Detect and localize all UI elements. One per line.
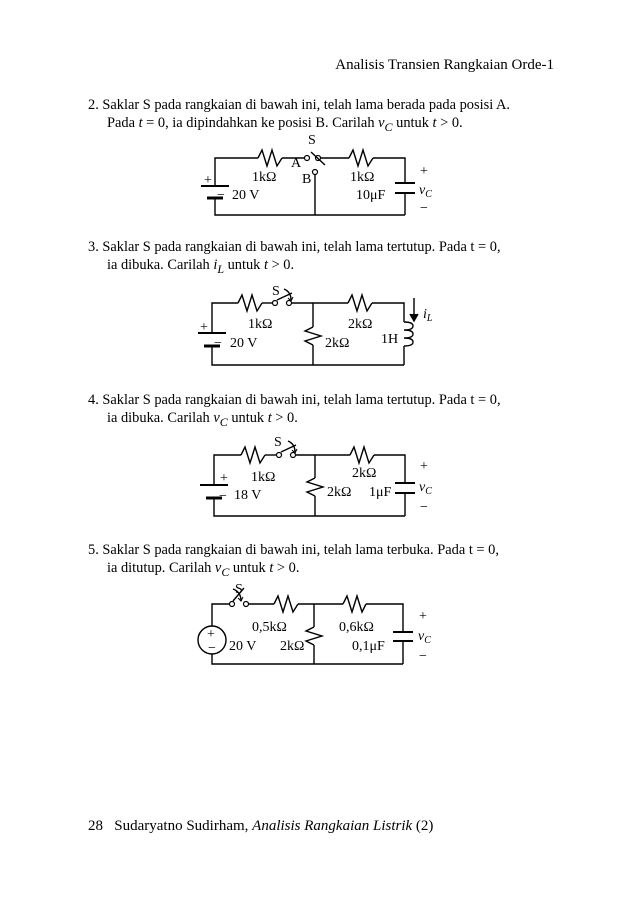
problem-5-line2: ia ditutup. Carilah $v_C$ untuk t > 0. [107,560,300,579]
problem-3-line2: ia dibuka. Carilah $i_L$ untuk t > 0. [107,257,295,276]
battery-plus: + [204,173,212,188]
vc-plus: + [420,164,428,179]
problem-4-line1: 4. Saklar S pada rangkaian di bawah ini, telah lama tertutup. Pada t = 0, [88,392,501,408]
switch-label: S [235,582,243,597]
battery-minus: − [214,336,222,351]
problem-2-line2: Pada t = 0, ia dipindahkan ke posisi B. Carilah $v_C$ untuk t > 0. [107,115,463,134]
page-footer [88,818,433,835]
battery-plus: + [200,320,208,335]
r2-label: 2kΩ [348,317,373,332]
source-label: 20 V [232,188,260,203]
source-label: 20 V [230,336,258,351]
vc-plus: + [420,459,428,474]
r3-label: 2kΩ [325,336,350,351]
r1-label: 0,5kΩ [252,620,287,635]
battery-minus: − [219,489,227,504]
resistor-06k [343,596,366,612]
inductor-label: 1H [381,332,399,347]
r2-label: 1kΩ [350,170,375,185]
vc-label: $v_C$ [419,183,432,200]
r1-label: 1kΩ [248,317,273,332]
switch-label: S [308,133,316,148]
battery-plus: + [220,471,228,486]
switch-label: S [274,435,282,450]
source-minus: − [208,641,216,656]
cap-label: 1μF [369,485,392,500]
vc-label: $v_C$ [418,629,431,646]
page-number: 28 [88,818,103,834]
r2-label: 2kΩ [280,639,305,654]
footer-book-title: Analisis Rangkaian Listrik [252,818,413,834]
r2-label: 2kΩ [352,466,377,481]
footer-volume: (2) [412,818,434,834]
vc-plus: + [419,609,427,624]
source-plus: + [207,627,215,642]
problem-5-line1: 5. Saklar S pada rangkaian di bawah ini, telah lama terbuka. Pada t = 0, [88,542,499,558]
switch-pos-a: A [291,156,302,171]
cap-label: 10μF [356,188,386,203]
problem-4-line2: ia dibuka. Carilah $v_C$ untuk t > 0. [107,410,298,429]
resistor-05k [274,596,298,612]
vc-minus: − [420,500,428,515]
vc-minus: − [420,201,428,216]
r1-label: 1kΩ [252,170,277,185]
r3-label: 0,6kΩ [339,620,374,635]
running-header: Analisis Transien Rangkaian Orde-1 [335,57,554,73]
r3-label: 2kΩ [327,485,352,500]
cap-label: 0,1μF [352,639,385,654]
battery-minus: − [217,188,225,203]
capacitor-01uf [393,632,413,641]
vc-minus: − [419,649,427,664]
switch-label: S [272,284,280,299]
il-label: $i_L$ [423,307,433,324]
problem-2-line1: 2. Saklar S pada rangkaian di bawah ini, telah lama berada pada posisi A. [88,97,510,113]
source-label: 18 V [234,488,262,503]
vc-label: $v_C$ [419,480,432,497]
footer-author: Sudaryatno Sudirham, [114,818,253,834]
problem-3-line1: 3. Saklar S pada rangkaian di bawah ini, telah lama tertutup. Pada t = 0, [88,239,501,255]
r1-label: 1kΩ [251,470,276,485]
source-label: 20 V [229,639,257,654]
resistor-2k-shunt [306,627,322,645]
switch-pos-b: B [302,172,312,187]
